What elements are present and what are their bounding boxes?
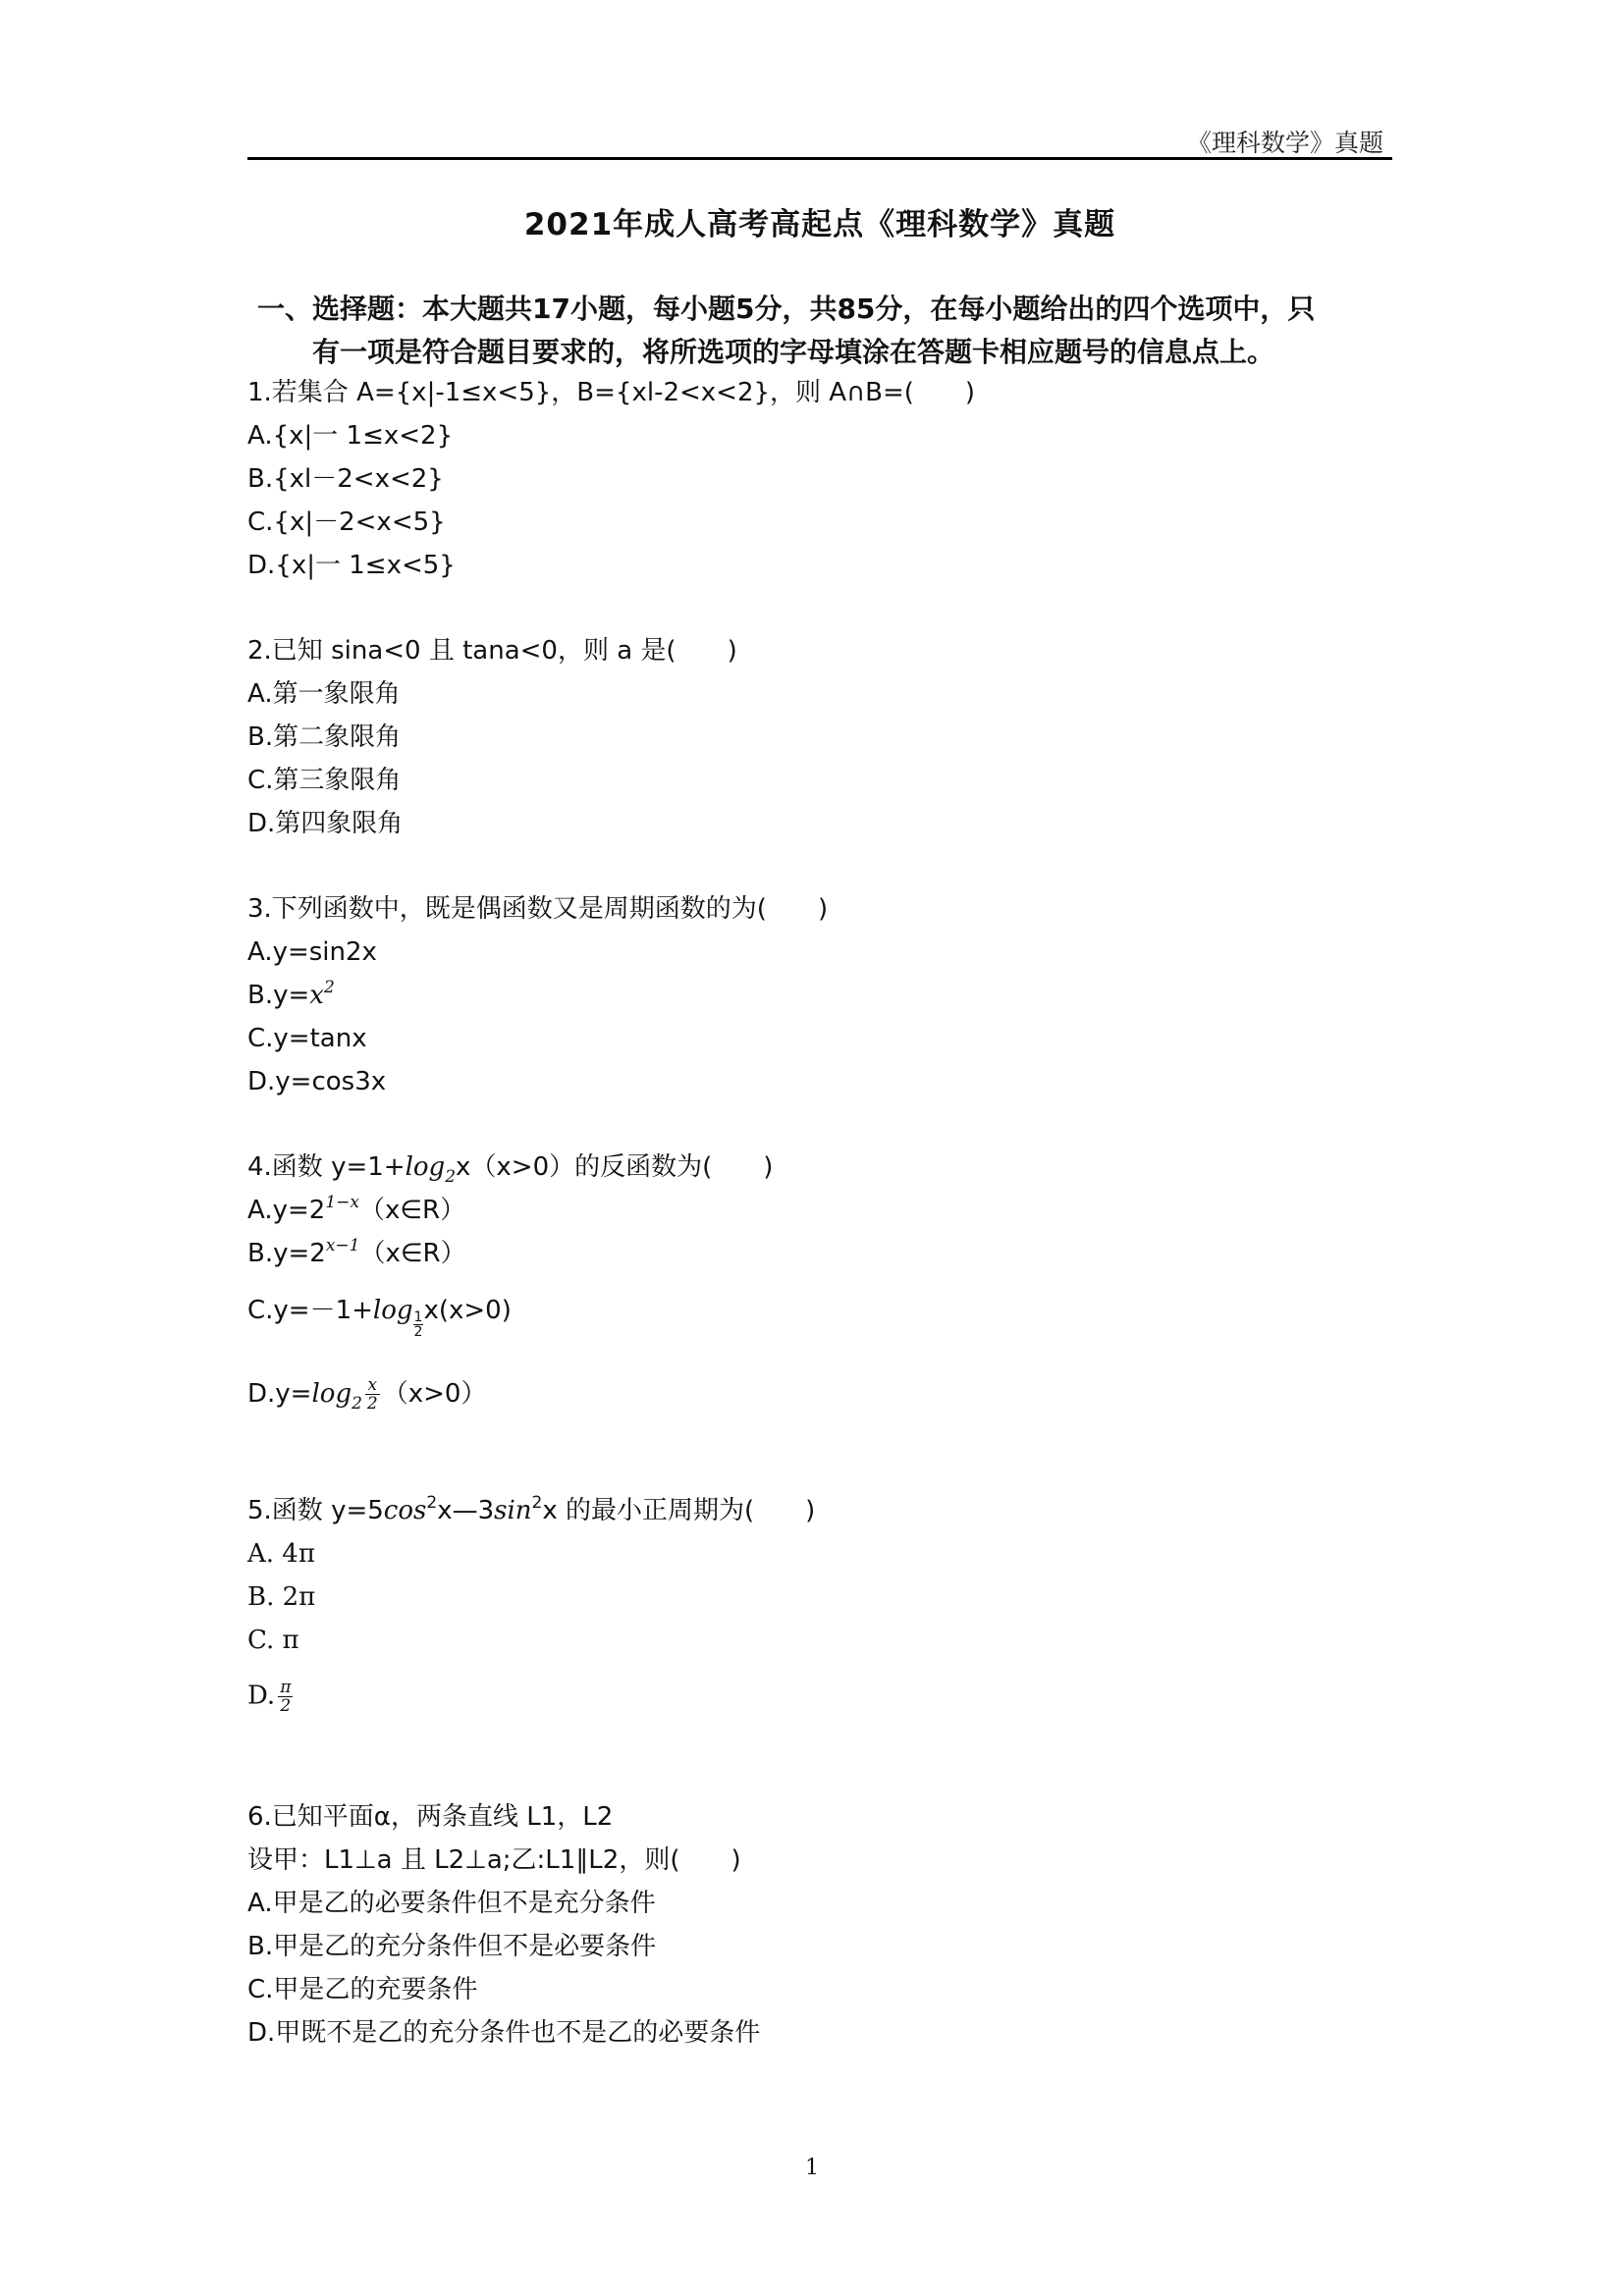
option-b-suffix: （x∈R）	[359, 1239, 466, 1268]
stem-middle: x—3	[437, 1496, 495, 1525]
question-2-option-d: D.第四象限角	[247, 809, 404, 838]
question-5-option-d	[247, 1679, 296, 1715]
question-5-option-c: C. π	[247, 1626, 299, 1655]
log-operator: log	[372, 1296, 413, 1325]
question-2-option-b: B.第二象限角	[247, 722, 402, 752]
question-6-stem: 6.已知平面α，两条直线 L1，L2	[247, 1802, 614, 1832]
section-heading-line1: 一、选择题：本大题共17小题，每小题5分，共85分，在每小题给出的四个选项中，只	[257, 293, 1316, 325]
math-variable: x	[309, 981, 324, 1010]
fraction	[278, 1679, 293, 1715]
stem-suffix: x（x>0）的反函数为( )	[456, 1152, 774, 1182]
exponent: 2	[323, 978, 335, 997]
question-3-option-c: C.y=tanx	[247, 1024, 367, 1053]
question-4-stem	[247, 1150, 773, 1187]
log-operator: log	[405, 1152, 446, 1182]
exponent: 2	[426, 1493, 438, 1513]
option-c-suffix: x(x>0)	[423, 1296, 512, 1325]
option-d-prefix: D.	[247, 1681, 276, 1711]
document-title: 2021年成人高考高起点《理科数学》真题	[523, 207, 1116, 242]
question-2-option-c: C.第三象限角	[247, 766, 402, 795]
fraction	[365, 1376, 380, 1413]
stem-prefix: 4.函数 y=1+	[247, 1152, 406, 1182]
question-6-option-d: D.甲既不是乙的充分条件也不是乙的必要条件	[247, 2018, 761, 2048]
option-a-prefix: A.y=2	[247, 1196, 326, 1225]
fraction-numerator: π	[280, 1678, 292, 1697]
exponent: x−1	[325, 1236, 360, 1255]
fraction-numerator: x	[365, 1376, 380, 1395]
option-b-prefix: B.y=2	[247, 1239, 326, 1268]
question-2-option-a: A.第一象限角	[247, 679, 401, 709]
question-1-option-a: A.{x|一 1≤x<2}	[247, 421, 454, 451]
question-4-option-d	[247, 1376, 486, 1414]
question-5-stem	[247, 1494, 815, 1527]
header-rule	[247, 157, 1392, 160]
question-3-option-b	[247, 979, 335, 1012]
log-base: 2	[352, 1394, 362, 1414]
question-2-stem: 2.已知 sina<0 且 tana<0，则 a 是( )	[247, 636, 737, 666]
question-6-option-a: A.甲是乙的必要条件但不是充分条件	[247, 1889, 656, 1918]
question-6-option-c: C.甲是乙的充要条件	[247, 1975, 478, 2004]
option-c-prefix: C.y=－1+	[247, 1296, 373, 1325]
question-3-option-d: D.y=cos3x	[247, 1067, 387, 1096]
question-3-option-a: A.y=sin2x	[247, 937, 377, 967]
page-number: 1	[805, 2156, 819, 2180]
question-4-option-b	[247, 1237, 466, 1270]
question-1-option-c: C.{x|－2<x<5}	[247, 507, 446, 537]
option-a-suffix: （x∈R）	[358, 1196, 466, 1225]
running-header: 《理科数学》真题	[1186, 129, 1383, 157]
fraction-numerator: 1	[413, 1309, 423, 1325]
stem-suffix: x 的最小正周期为( )	[542, 1496, 816, 1525]
question-1-stem: 1.若集合 A={x|-1≤x<5}，B={xl-2<x<2}，则 A∩B=( )	[247, 378, 976, 407]
sin-operator: sin	[494, 1496, 532, 1525]
option-b-prefix: B.y=	[247, 981, 310, 1010]
section-heading-line2: 有一项是符合题目要求的，将所选项的字母填涂在答题卡相应题号的信息点上。	[312, 336, 1275, 368]
option-d-prefix: D.y=	[247, 1379, 312, 1409]
question-5-option-a: A. 4π	[247, 1539, 315, 1569]
question-1-option-b: B.{xl－2<x<2}	[247, 464, 444, 494]
question-3-stem: 3.下列函数中，既是偶函数又是周期函数的为( )	[247, 894, 829, 924]
question-6-stem-line2: 设甲：L1⊥a 且 L2⊥a;乙:L1∥L2，则( )	[247, 1845, 741, 1875]
question-5-option-b: B. 2π	[247, 1582, 316, 1612]
question-6-option-b: B.甲是乙的充分条件但不是必要条件	[247, 1932, 657, 1961]
cos-operator: cos	[383, 1496, 427, 1525]
question-1-option-d: D.{x|一 1≤x<5}	[247, 551, 456, 580]
option-d-suffix: （x>0）	[382, 1379, 487, 1409]
fraction-denominator: 2	[366, 1394, 378, 1414]
fraction-denominator: 2	[413, 1324, 423, 1340]
section-heading	[257, 288, 1392, 374]
log-operator: log	[311, 1379, 352, 1409]
question-4-option-a	[247, 1194, 465, 1227]
fraction-denominator: 2	[280, 1696, 292, 1716]
log-base: 2	[445, 1167, 457, 1187]
question-4-option-c	[247, 1294, 512, 1339]
log-base-fraction	[413, 1310, 424, 1339]
stem-prefix: 5.函数 y=5	[247, 1496, 384, 1525]
exponent: 1−x	[325, 1193, 359, 1212]
exponent: 2	[531, 1493, 543, 1513]
